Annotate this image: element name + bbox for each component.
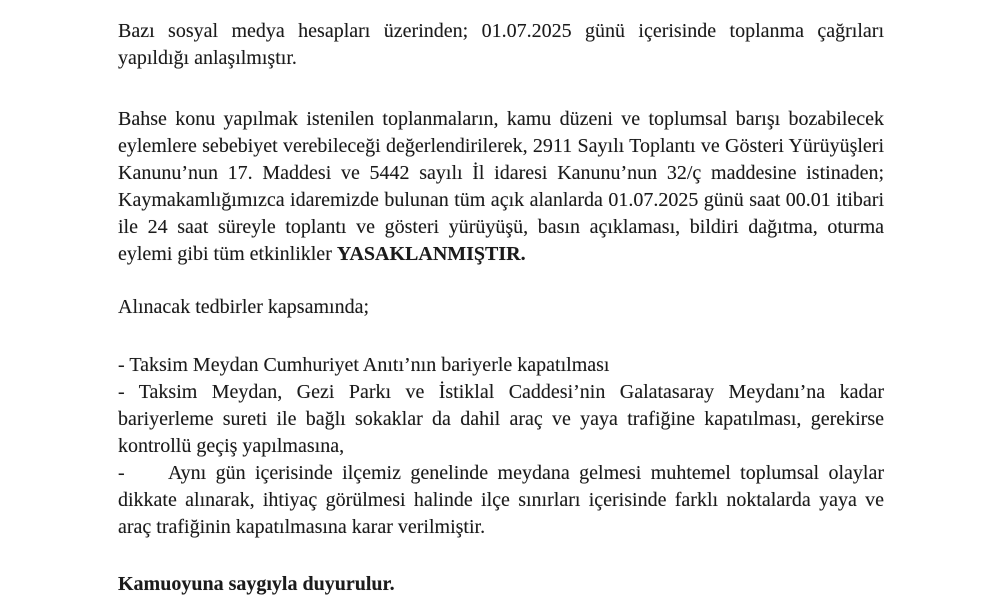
paragraph-ban-decision [118, 106, 884, 268]
measure-item-taksim-monument [118, 352, 884, 379]
paragraph-social-media-calls: Bazı sosyal medya hesapları üzerinden; 01.07.2025 günü içerisinde toplanma çağrıları yapıldığı anlaşılmıştır. [118, 20, 884, 69]
dash-marker: - [118, 354, 125, 376]
measures-list [118, 352, 884, 541]
ban-emphasis-yasaklanmistir: YASAKLANMIŞTIR. [336, 243, 526, 265]
measure-text: Taksim Meydan, Gezi Parkı ve İstiklal Caddesi’nin Galatasaray Meydanı’na kadar bariyerleme sureti ile bağlı sokaklar da dahil araç ve yaya trafiğine kapatılması, gerekirse kontrollü geçiş yapılmasına, [118, 381, 884, 457]
dash-marker: - [118, 462, 125, 484]
ban-decision-text: Bahse konu yapılmak istenilen toplanmaların, kamu düzeni ve toplumsal barışı bozabilecek eylemlere sebebiyet verebileceği değerlendirilerek, 2911 Sayılı Toplantı ve Gösteri Yürüyüşleri Kanunu’nun 17. Maddesi ve 5442 sayılı İl idaresi Kanunu’nun 32/ç maddesine istinaden; Kaymakamlığımızca idaremizde bulunan tüm açık alanlarda 01.07.2025 günü saat 00.01 itibari ile 24 saat süreyle toplantı ve gösteri yürüyüşü, basın açıklaması, bildiri dağıtma, oturma eylemi gibi tüm etkinlikler [118, 108, 884, 265]
measure-text: Aynı gün içerisinde ilçemiz genelinde meydana gelmesi muhtemel toplumsal olaylar dikkate alınarak, ihtiyaç görülmesi halinde ilçe sınırları içerisinde farklı noktalarda yaya ve araç trafiğinin kapatılmasına karar verilmiştir. [118, 462, 884, 538]
dash-marker: - [118, 381, 125, 403]
closing-announcement-line: Kamuoyuna saygıyla duyurulur. [118, 573, 395, 595]
measure-item-district-traffic [118, 460, 884, 541]
measure-text: Taksim Meydan Cumhuriyet Anıtı’nın bariyerle kapatılması [129, 354, 610, 376]
measures-heading: Alınacak tedbirler kapsamında; [118, 296, 370, 318]
measure-item-street-closures [118, 379, 884, 460]
